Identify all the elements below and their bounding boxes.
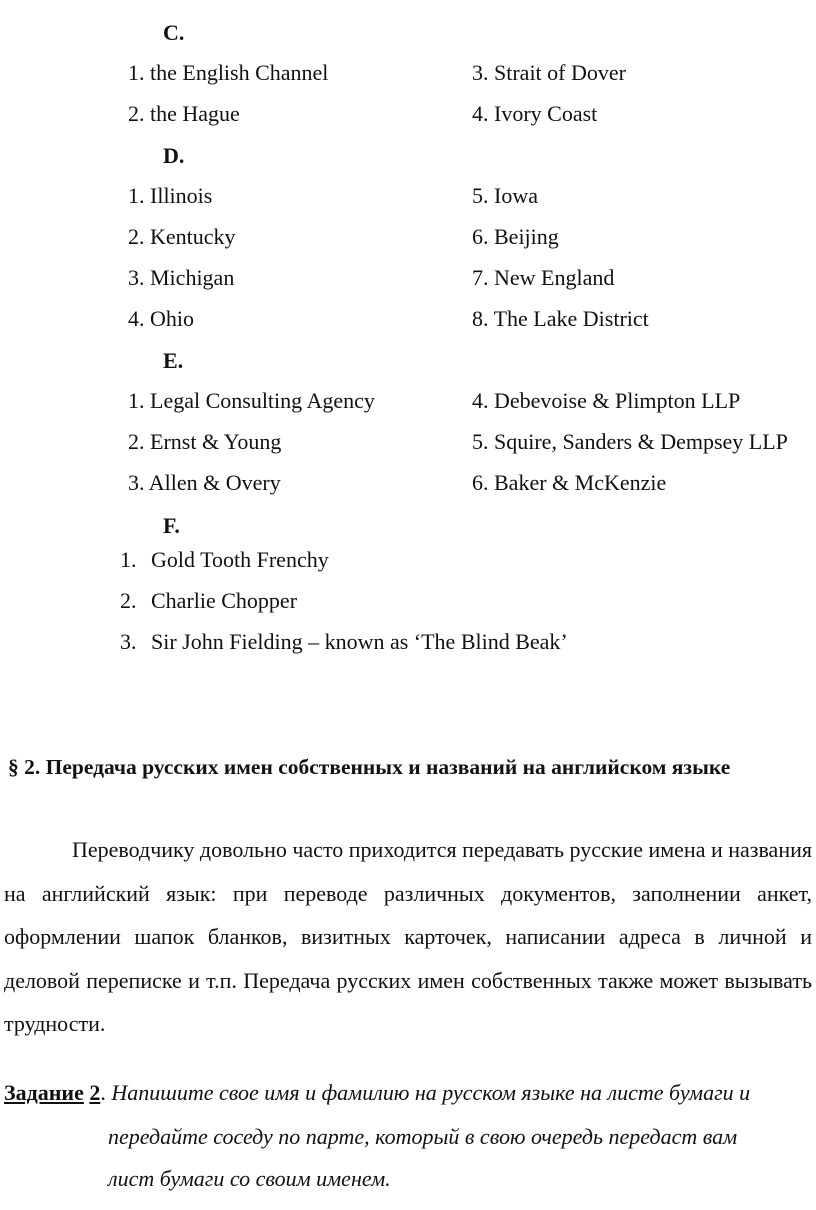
list-item-number: 1. (120, 547, 137, 572)
task-line-1 (4, 1080, 750, 1106)
list-item-number: 2. (120, 588, 137, 613)
task-line-3: лист бумаги со своим именем. (108, 1166, 391, 1191)
task-separator: . (100, 1080, 112, 1105)
section-f-heading: F. (163, 513, 180, 538)
section-c-heading: C. (163, 20, 185, 45)
list-item: 1. the English Channel (128, 60, 329, 85)
list-item: 1. Illinois (128, 183, 213, 208)
list-item: Charlie Chopper (151, 588, 298, 613)
body-paragraph (4, 828, 812, 1046)
task-line-2: передайте соседу по парте, который в свою очередь передаст вам (108, 1124, 738, 1149)
list-item: 2. Ernst & Young (128, 429, 282, 454)
list-item: 4. Debevoise & Plimpton LLP (472, 388, 741, 413)
list-item: 5. Iowa (472, 183, 538, 208)
list-item: 8. The Lake District (472, 306, 649, 331)
section-d-heading: D. (163, 143, 185, 168)
list-item: Gold Tooth Frenchy (151, 547, 329, 572)
list-item: 3. Allen & Overy (128, 470, 281, 495)
section-title: § 2. Передача русских имен собственных и названий на английском языке (8, 755, 731, 779)
list-item-number: 3. (120, 629, 137, 654)
list-item: 2. the Hague (128, 101, 240, 126)
list-item: 5. Squire, Sanders & Dempsey LLP (472, 429, 788, 454)
paragraph-text: Переводчику довольно часто приходится передавать русские имена и названия на английский язык: при переводе различных документов, заполнении анкет, оформлении шапок бланков, визитных карточек, написании адреса в личной и деловой переписке и т.п. Передача русских имен собственных также может вызывать трудности. (4, 837, 812, 1036)
section-e-heading: E. (163, 348, 184, 373)
list-item: 6. Baker & McKenzie (472, 470, 667, 495)
list-item: Sir John Fielding – known as ‘The Blind Beak’ (151, 629, 568, 654)
task-number: 2 (89, 1080, 101, 1105)
list-item: 4. Ohio (128, 306, 194, 331)
task-instruction: Напишите свое имя и фамилию на русском языке на листе бумаги и (111, 1080, 751, 1105)
list-item: 6. Beijing (472, 224, 559, 249)
task-label: Задание (4, 1080, 84, 1105)
list-item: 1. Legal Consulting Agency (128, 388, 375, 413)
list-item: 7. New England (472, 265, 615, 290)
list-item: 3. Strait of Dover (472, 60, 626, 85)
list-item: 4. Ivory Coast (472, 101, 598, 126)
list-item: 3. Michigan (128, 265, 235, 290)
list-item: 2. Kentucky (128, 224, 236, 249)
